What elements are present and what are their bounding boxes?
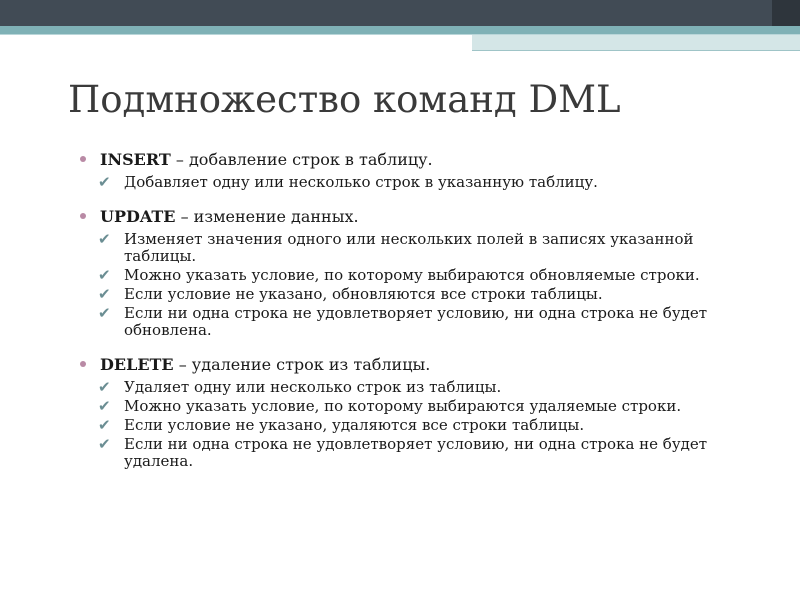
detail-text: Если условие не указано, обновляются все строки таблицы. bbox=[124, 285, 603, 303]
detail-text: Добавляет одну или несколько строк в указанную таблицу. bbox=[124, 173, 598, 191]
detail-text: Удаляет одну или несколько строк из таблицы. bbox=[124, 378, 502, 396]
detail-list bbox=[78, 174, 738, 191]
command-description: – удаление строк из таблицы. bbox=[173, 355, 431, 374]
detail-list bbox=[78, 379, 738, 470]
section-insert bbox=[78, 150, 738, 191]
header-accent-stripe bbox=[0, 26, 800, 34]
section-delete bbox=[78, 355, 738, 470]
checkmark-icon: ✔ bbox=[98, 397, 111, 415]
checkmark-icon: ✔ bbox=[98, 230, 111, 248]
detail-text: Изменяет значения одного или нескольких полей в записях указанной таблицы. bbox=[124, 230, 694, 265]
command-keyword: INSERT bbox=[100, 150, 171, 169]
detail-item bbox=[78, 417, 738, 434]
header-right-accent bbox=[472, 35, 800, 50]
checkmark-icon: ✔ bbox=[98, 266, 111, 284]
slide-title: Подмножество команд DML bbox=[68, 78, 621, 121]
detail-list bbox=[78, 231, 738, 339]
bullet-dot-icon bbox=[80, 156, 86, 162]
detail-item bbox=[78, 174, 738, 191]
detail-item bbox=[78, 436, 738, 470]
detail-text: Если ни одна строка не удовлетворяет условию, ни одна строка не будет обновлена. bbox=[124, 304, 708, 339]
slide-content bbox=[78, 150, 738, 486]
command-keyword: UPDATE bbox=[100, 207, 176, 226]
command-description: – добавление строк в таблицу. bbox=[170, 150, 433, 169]
checkmark-icon: ✔ bbox=[98, 416, 111, 434]
bullet-dot-icon bbox=[80, 361, 86, 367]
command-description: – изменение данных. bbox=[175, 207, 359, 226]
detail-text: Если ни одна строка не удовлетворяет условию, ни одна строка не будет удалена. bbox=[124, 435, 708, 470]
section-update bbox=[78, 207, 738, 339]
detail-item bbox=[78, 231, 738, 265]
command-keyword: DELETE bbox=[100, 355, 174, 374]
checkmark-icon: ✔ bbox=[98, 285, 111, 303]
checkmark-icon: ✔ bbox=[98, 304, 111, 322]
header-band-corner bbox=[772, 0, 800, 26]
detail-item bbox=[78, 267, 738, 284]
checkmark-icon: ✔ bbox=[98, 378, 111, 396]
checkmark-icon: ✔ bbox=[98, 173, 111, 191]
detail-text: Если условие не указано, удаляются все строки таблицы. bbox=[124, 416, 585, 434]
main-bullet-item bbox=[78, 207, 738, 227]
detail-item bbox=[78, 286, 738, 303]
checkmark-icon: ✔ bbox=[98, 435, 111, 453]
header-right-accent-line bbox=[472, 50, 800, 51]
detail-item bbox=[78, 379, 738, 396]
main-bullet-item bbox=[78, 355, 738, 375]
main-bullet-item bbox=[78, 150, 738, 170]
detail-item bbox=[78, 398, 738, 415]
detail-text: Можно указать условие, по которому выбираются обновляемые строки. bbox=[124, 266, 700, 284]
bullet-dot-icon bbox=[80, 213, 86, 219]
detail-item bbox=[78, 305, 738, 339]
detail-text: Можно указать условие, по которому выбираются удаляемые строки. bbox=[124, 397, 682, 415]
header-band bbox=[0, 0, 800, 26]
